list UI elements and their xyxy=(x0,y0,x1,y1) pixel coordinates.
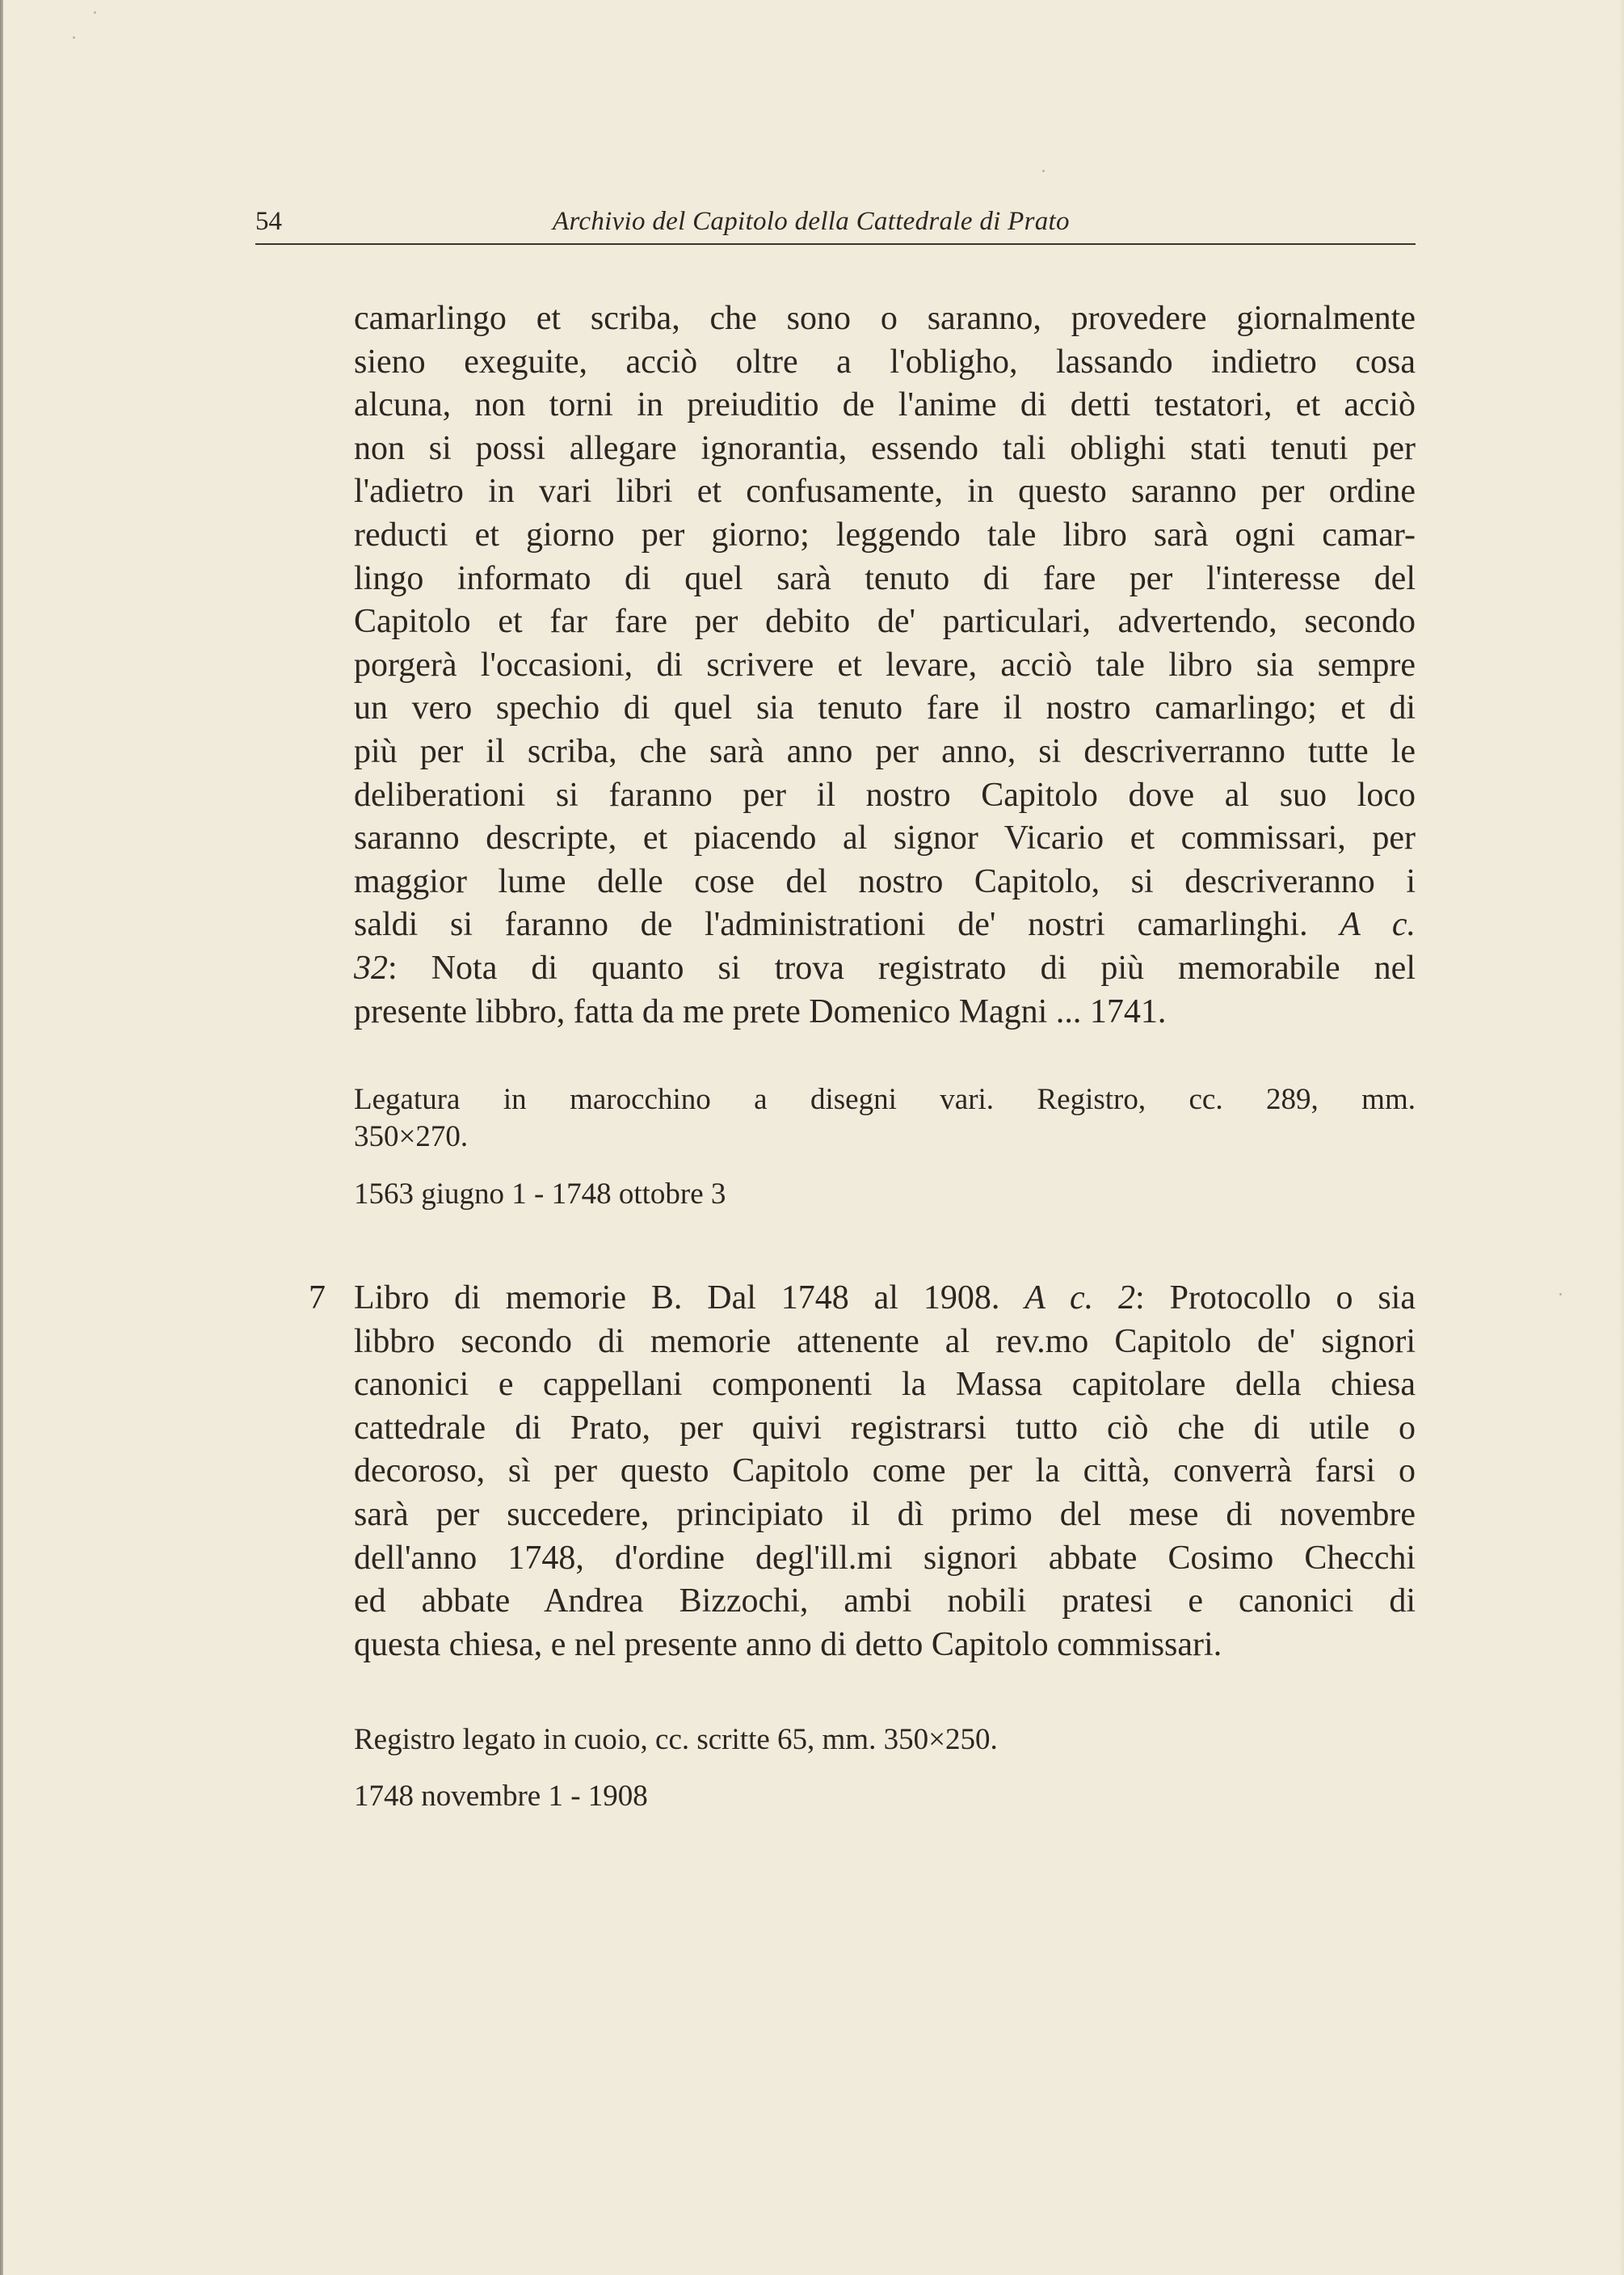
text-line: un vero spechio di quel sia tenuto fare il nostro camarlingo; et di xyxy=(354,689,1416,727)
text-line: ed abbate Andrea Bizzochi, ambi nobili pratesi e canonici di xyxy=(354,1582,1416,1620)
text-line: saranno descripte, et piacendo al signor Vicario et commissari, per xyxy=(354,819,1416,857)
page-right-edge xyxy=(1619,0,1624,2275)
text-line: decoroso, sì per questo Capitolo come per la città, converrà farsi o xyxy=(354,1452,1416,1490)
entry-number: 7 xyxy=(309,1279,326,1317)
entry-title: Libro di memorie B. Dal 1748 al 1908. xyxy=(354,1279,1000,1317)
date-range: 1748 novembre 1 - 1908 xyxy=(354,1780,648,1813)
text-line: maggior lume delle cose del nostro Capitolo, si descriveranno i xyxy=(354,862,1416,900)
text-line: sarà per succedere, principiato il dì primo del mese di novembre xyxy=(354,1495,1416,1533)
text-line: più per il scriba, che sarà anno per anno, si descriverranno tutte le xyxy=(354,732,1416,770)
page-number: 54 xyxy=(255,207,282,236)
text-line: porgerà l'occasioni, di scrivere et levare, acciò tale libro sia sempre xyxy=(354,646,1416,684)
folio-number: 32 xyxy=(354,949,388,987)
text-line: alcuna, non torni in preiuditio de l'anime di detti testatori, et acciò xyxy=(354,386,1416,424)
running-title: Archivio del Capitolo della Cattedrale di Prato xyxy=(553,207,1070,236)
text-line: libbro secondo di memorie attenente al rev.mo Capitolo de' signori xyxy=(354,1322,1416,1360)
text-line: presente libbro, fatta da me prete Domenico Magni ... 1741. xyxy=(354,992,1167,1030)
paper-speck xyxy=(1042,170,1045,172)
text-line xyxy=(354,904,1416,947)
text-line: sieno exeguite, acciò oltre a l'obligho, lassando indietro cosa xyxy=(354,343,1416,381)
entry-paragraph xyxy=(354,1277,1416,1666)
text-line: Capitolo et far fare per debito de' particulari, advertendo, secondo xyxy=(354,603,1416,641)
text-segment: : Nota di quanto si trova registrato di più memorabile nel xyxy=(388,949,1416,987)
text-line: lingo informato di quel sarà tenuto di fare per l'interesse del xyxy=(354,559,1416,597)
paper-speck xyxy=(1559,1293,1562,1295)
date-range: 1563 giugno 1 - 1748 ottobre 3 xyxy=(354,1178,726,1211)
text-line: 350×270. xyxy=(354,1120,469,1153)
intro-paragraph xyxy=(354,297,1416,1034)
text-line xyxy=(354,1277,1416,1321)
header-rule xyxy=(255,243,1416,245)
paper-speck xyxy=(73,36,75,39)
text-segment: saldi si faranno de l'administrationi de' nostri camarlinghi. xyxy=(354,906,1308,944)
page-gutter-edge xyxy=(0,0,3,2275)
text-segment: : Protocollo o sia xyxy=(1135,1279,1416,1317)
text-line: canonici e cappellani componenti la Massa capitolare della chiesa xyxy=(354,1366,1416,1404)
text-line: l'adietro in vari libri et confusamente, in questo saranno per ordine xyxy=(354,473,1416,511)
text-line: non si possi allegare ignorantia, essendo tali oblighi stati tenuti per xyxy=(354,429,1416,467)
folio-reference: A c. xyxy=(1340,906,1416,944)
text-line xyxy=(354,947,1416,991)
text-line: questa chiesa, e nel presente anno di detto Capitolo commissari. xyxy=(354,1625,1222,1663)
text-line: deliberationi si faranno per il nostro Capitolo dove al suo loco xyxy=(354,776,1416,814)
physical-description: Registro legato in cuoio, cc. scritte 65, mm. 350×250. xyxy=(354,1723,998,1756)
folio-reference: A c. 2 xyxy=(1024,1279,1136,1317)
physical-description xyxy=(354,1081,1416,1156)
text-line: cattedrale di Prato, per quivi registrarsi tutto ciò che di utile o xyxy=(354,1409,1416,1447)
text-line: dell'anno 1748, d'ordine degl'ill.mi signori abbate Cosimo Checchi xyxy=(354,1539,1416,1577)
running-head xyxy=(255,202,1416,244)
text-line: camarlingo et scriba, che sono o saranno, provedere giornalmente xyxy=(354,300,1416,337)
paper-speck xyxy=(94,11,96,14)
text-line: reducti et giorno per giorno; leggendo tale libro sarà ogni camar- xyxy=(354,516,1416,554)
text-line: Legatura in marocchino a disegni vari. Registro, cc. 289, mm. xyxy=(354,1083,1416,1116)
